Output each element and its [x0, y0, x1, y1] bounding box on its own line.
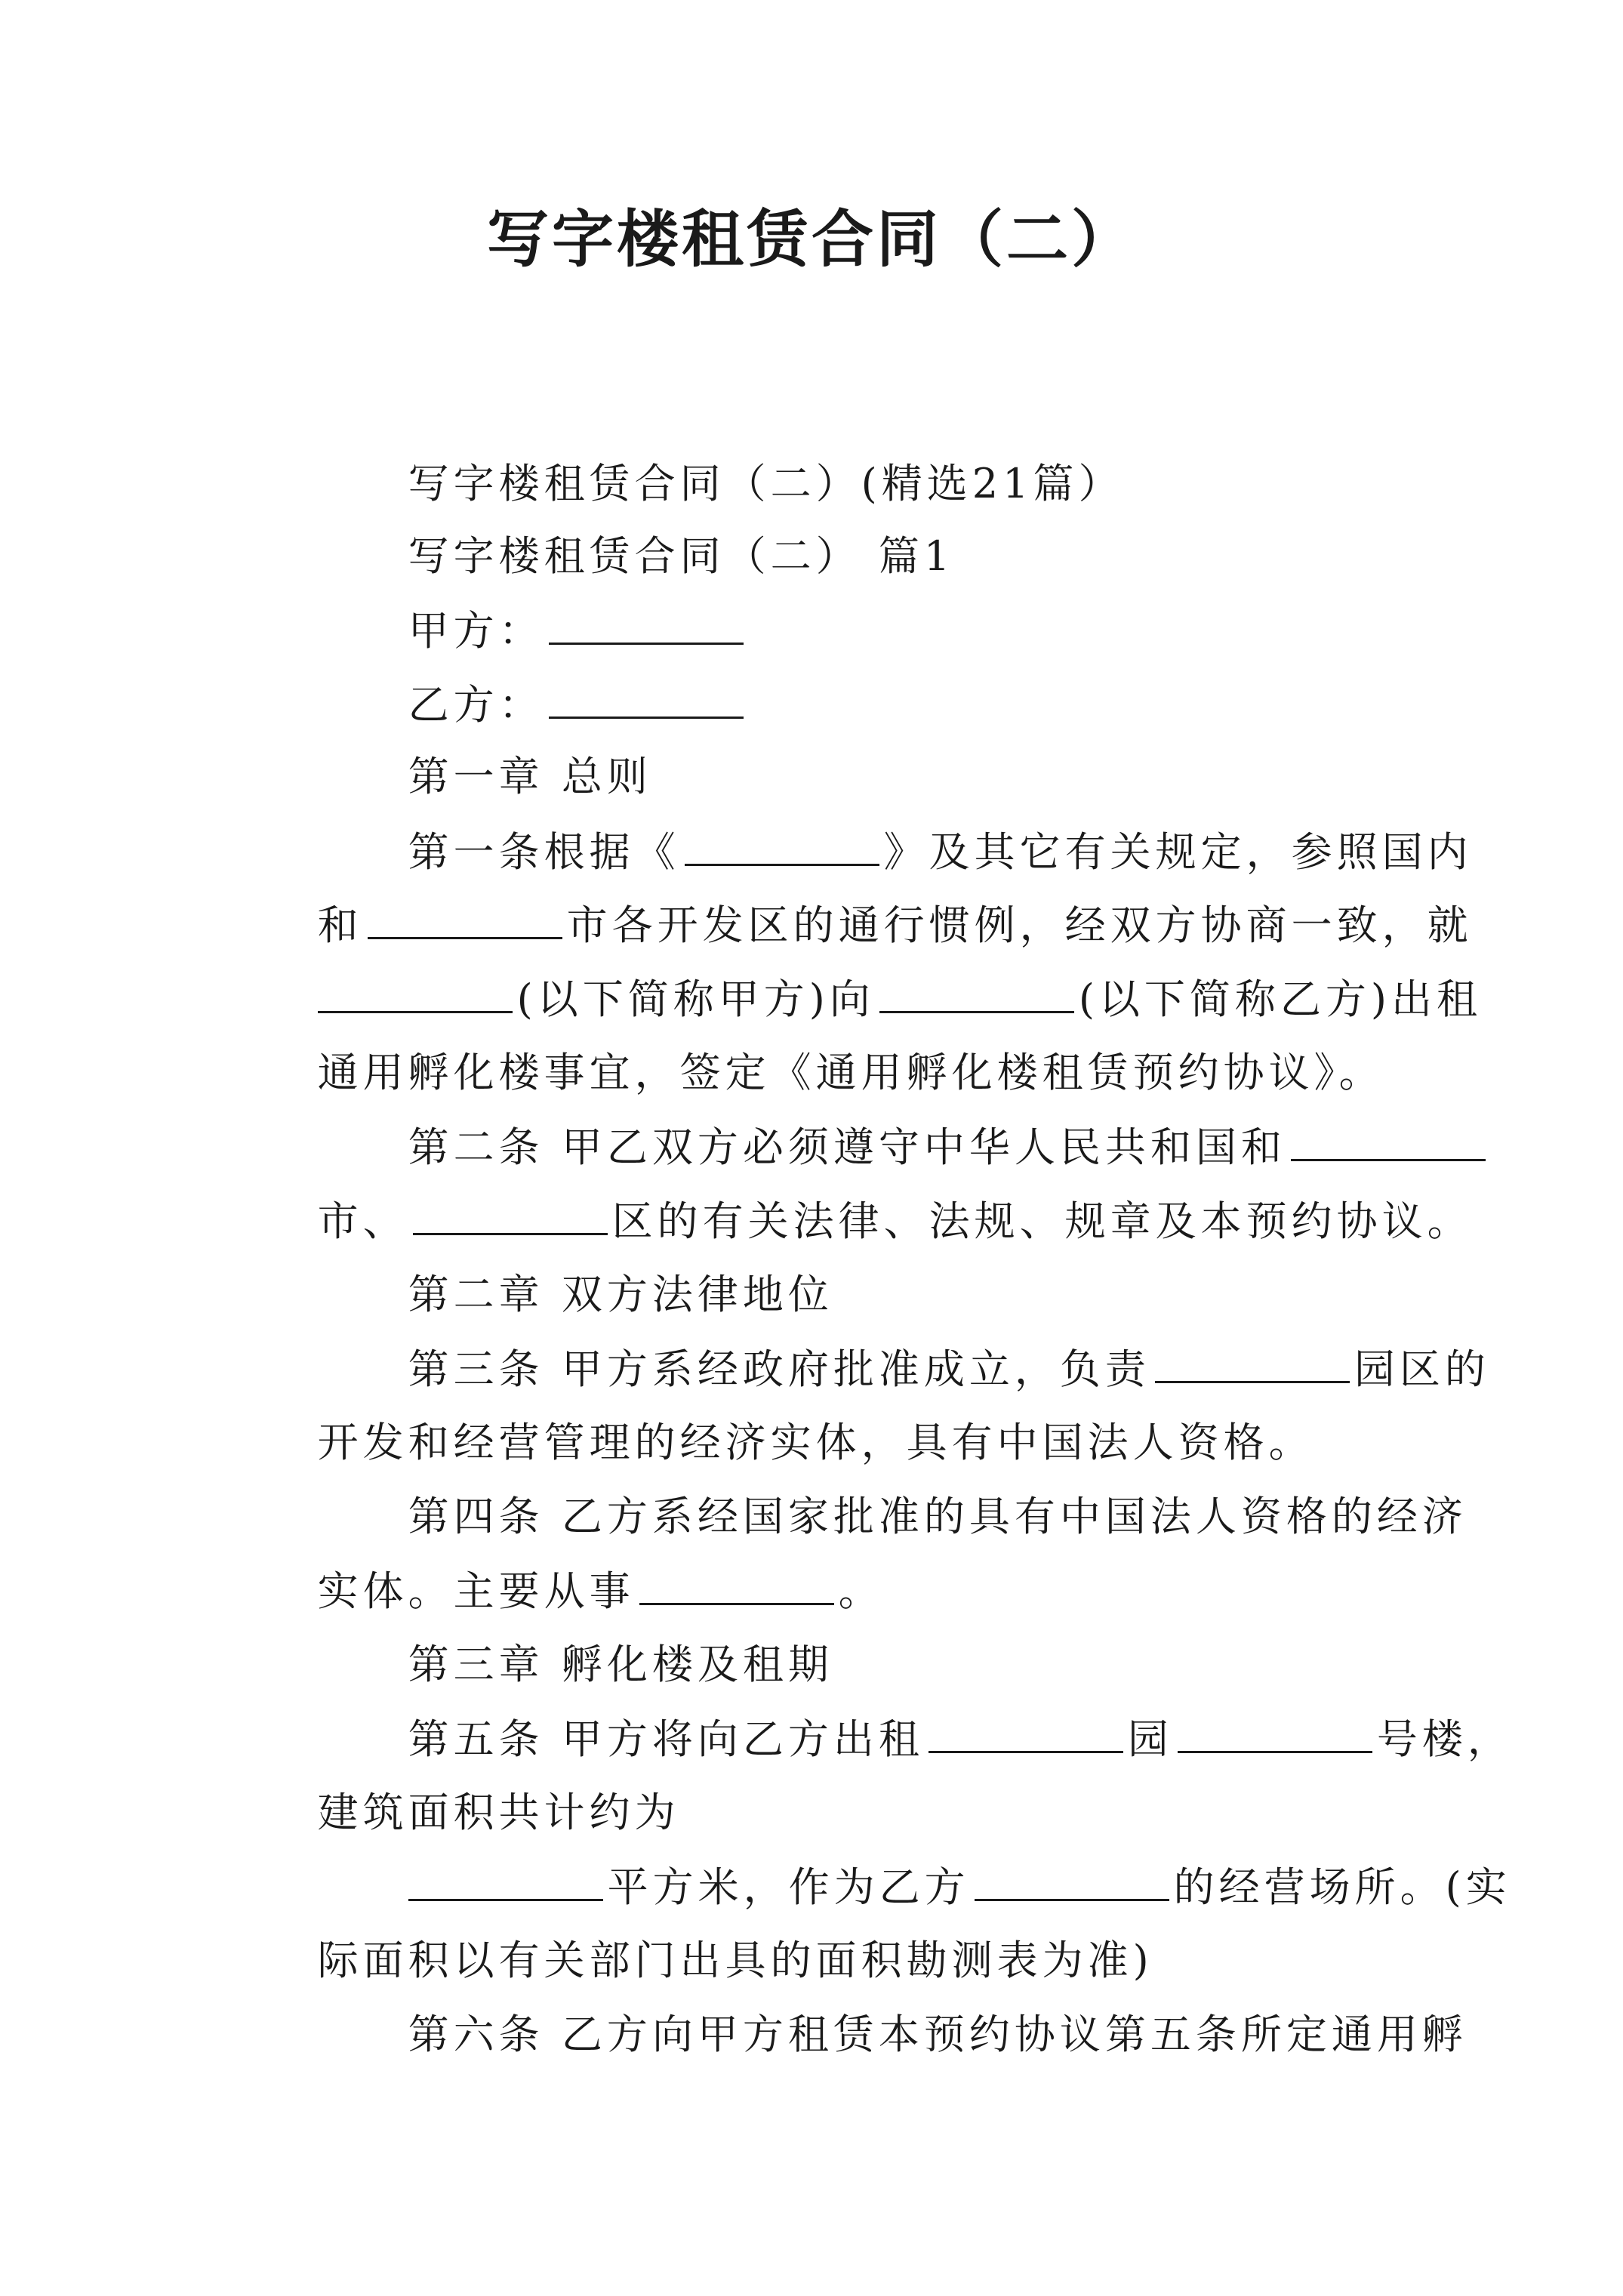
text-run: 第三条 甲方系经政府批准成立，负责	[408, 1345, 1150, 1393]
text-run: 的经营场所。(实	[1173, 1863, 1511, 1911]
paragraph-line	[338, 1953, 1467, 2116]
text-run: 第五条 甲方将向乙方出租	[408, 1715, 924, 1763]
text-run: 市、	[317, 1197, 408, 1245]
text-run: 实体。主要从事	[317, 1567, 635, 1615]
text-run: 际面积以有关部门出具的面积勘测表为准)	[317, 1937, 1153, 1984]
chapter-heading: 第一章 总则	[408, 753, 652, 800]
text-run: 第六条 乙方向甲方租赁本预约协议第五条所定通用孵	[408, 2011, 1467, 2058]
text-run: 建筑面积共计约为	[317, 1789, 680, 1836]
text-run: 通用孵化楼事宜，签定《通用孵化楼租赁预约协议》。	[317, 1049, 1384, 1096]
chapter-heading: 第二章 双方法律地位	[408, 1271, 833, 1318]
collection-heading: 写字楼租赁合同（二）(精选21篇）	[408, 460, 1124, 507]
text-run: 》及其它有关规定，参照国内	[883, 828, 1473, 876]
party-a-label: 甲方：	[408, 607, 544, 655]
text-run: 开发和经营管理的经济实体，具有中国法人资格。	[317, 1419, 1314, 1466]
text-run: 第四条 乙方系经国家批准的具有中国法人资格的经济	[408, 1493, 1467, 1540]
text-run: 园	[1127, 1715, 1173, 1763]
text-run: 号楼，	[1376, 1715, 1513, 1763]
article-heading: 写字楼租赁合同（二） 篇1	[408, 532, 955, 580]
text-run: 园区的	[1354, 1345, 1490, 1393]
text-run: 第一条根据《	[408, 828, 680, 876]
text-run: 第二条 甲乙双方必须遵守中华人民共和国和	[408, 1123, 1286, 1171]
party-b-label: 乙方：	[408, 681, 544, 729]
chapter-heading: 第三章 孵化楼及租期	[408, 1641, 833, 1688]
document-title: 写字楼租赁合同（二）	[486, 203, 1136, 276]
text-run: 区的有关法律、法规、规章及本预约协议。	[611, 1197, 1473, 1245]
text-run: (以下简称乙方)出租	[1078, 975, 1482, 1023]
text-run: 平方米，作为乙方	[607, 1863, 970, 1911]
text-run: 和	[317, 901, 363, 949]
text-run: (以下简称甲方)向	[516, 975, 875, 1023]
blank-field	[929, 1712, 1123, 1753]
text-run: 。	[838, 1567, 884, 1615]
blank-field	[1178, 1712, 1372, 1753]
text-run: 市各开发区的通行惯例，经双方协商一致，就	[566, 901, 1473, 949]
